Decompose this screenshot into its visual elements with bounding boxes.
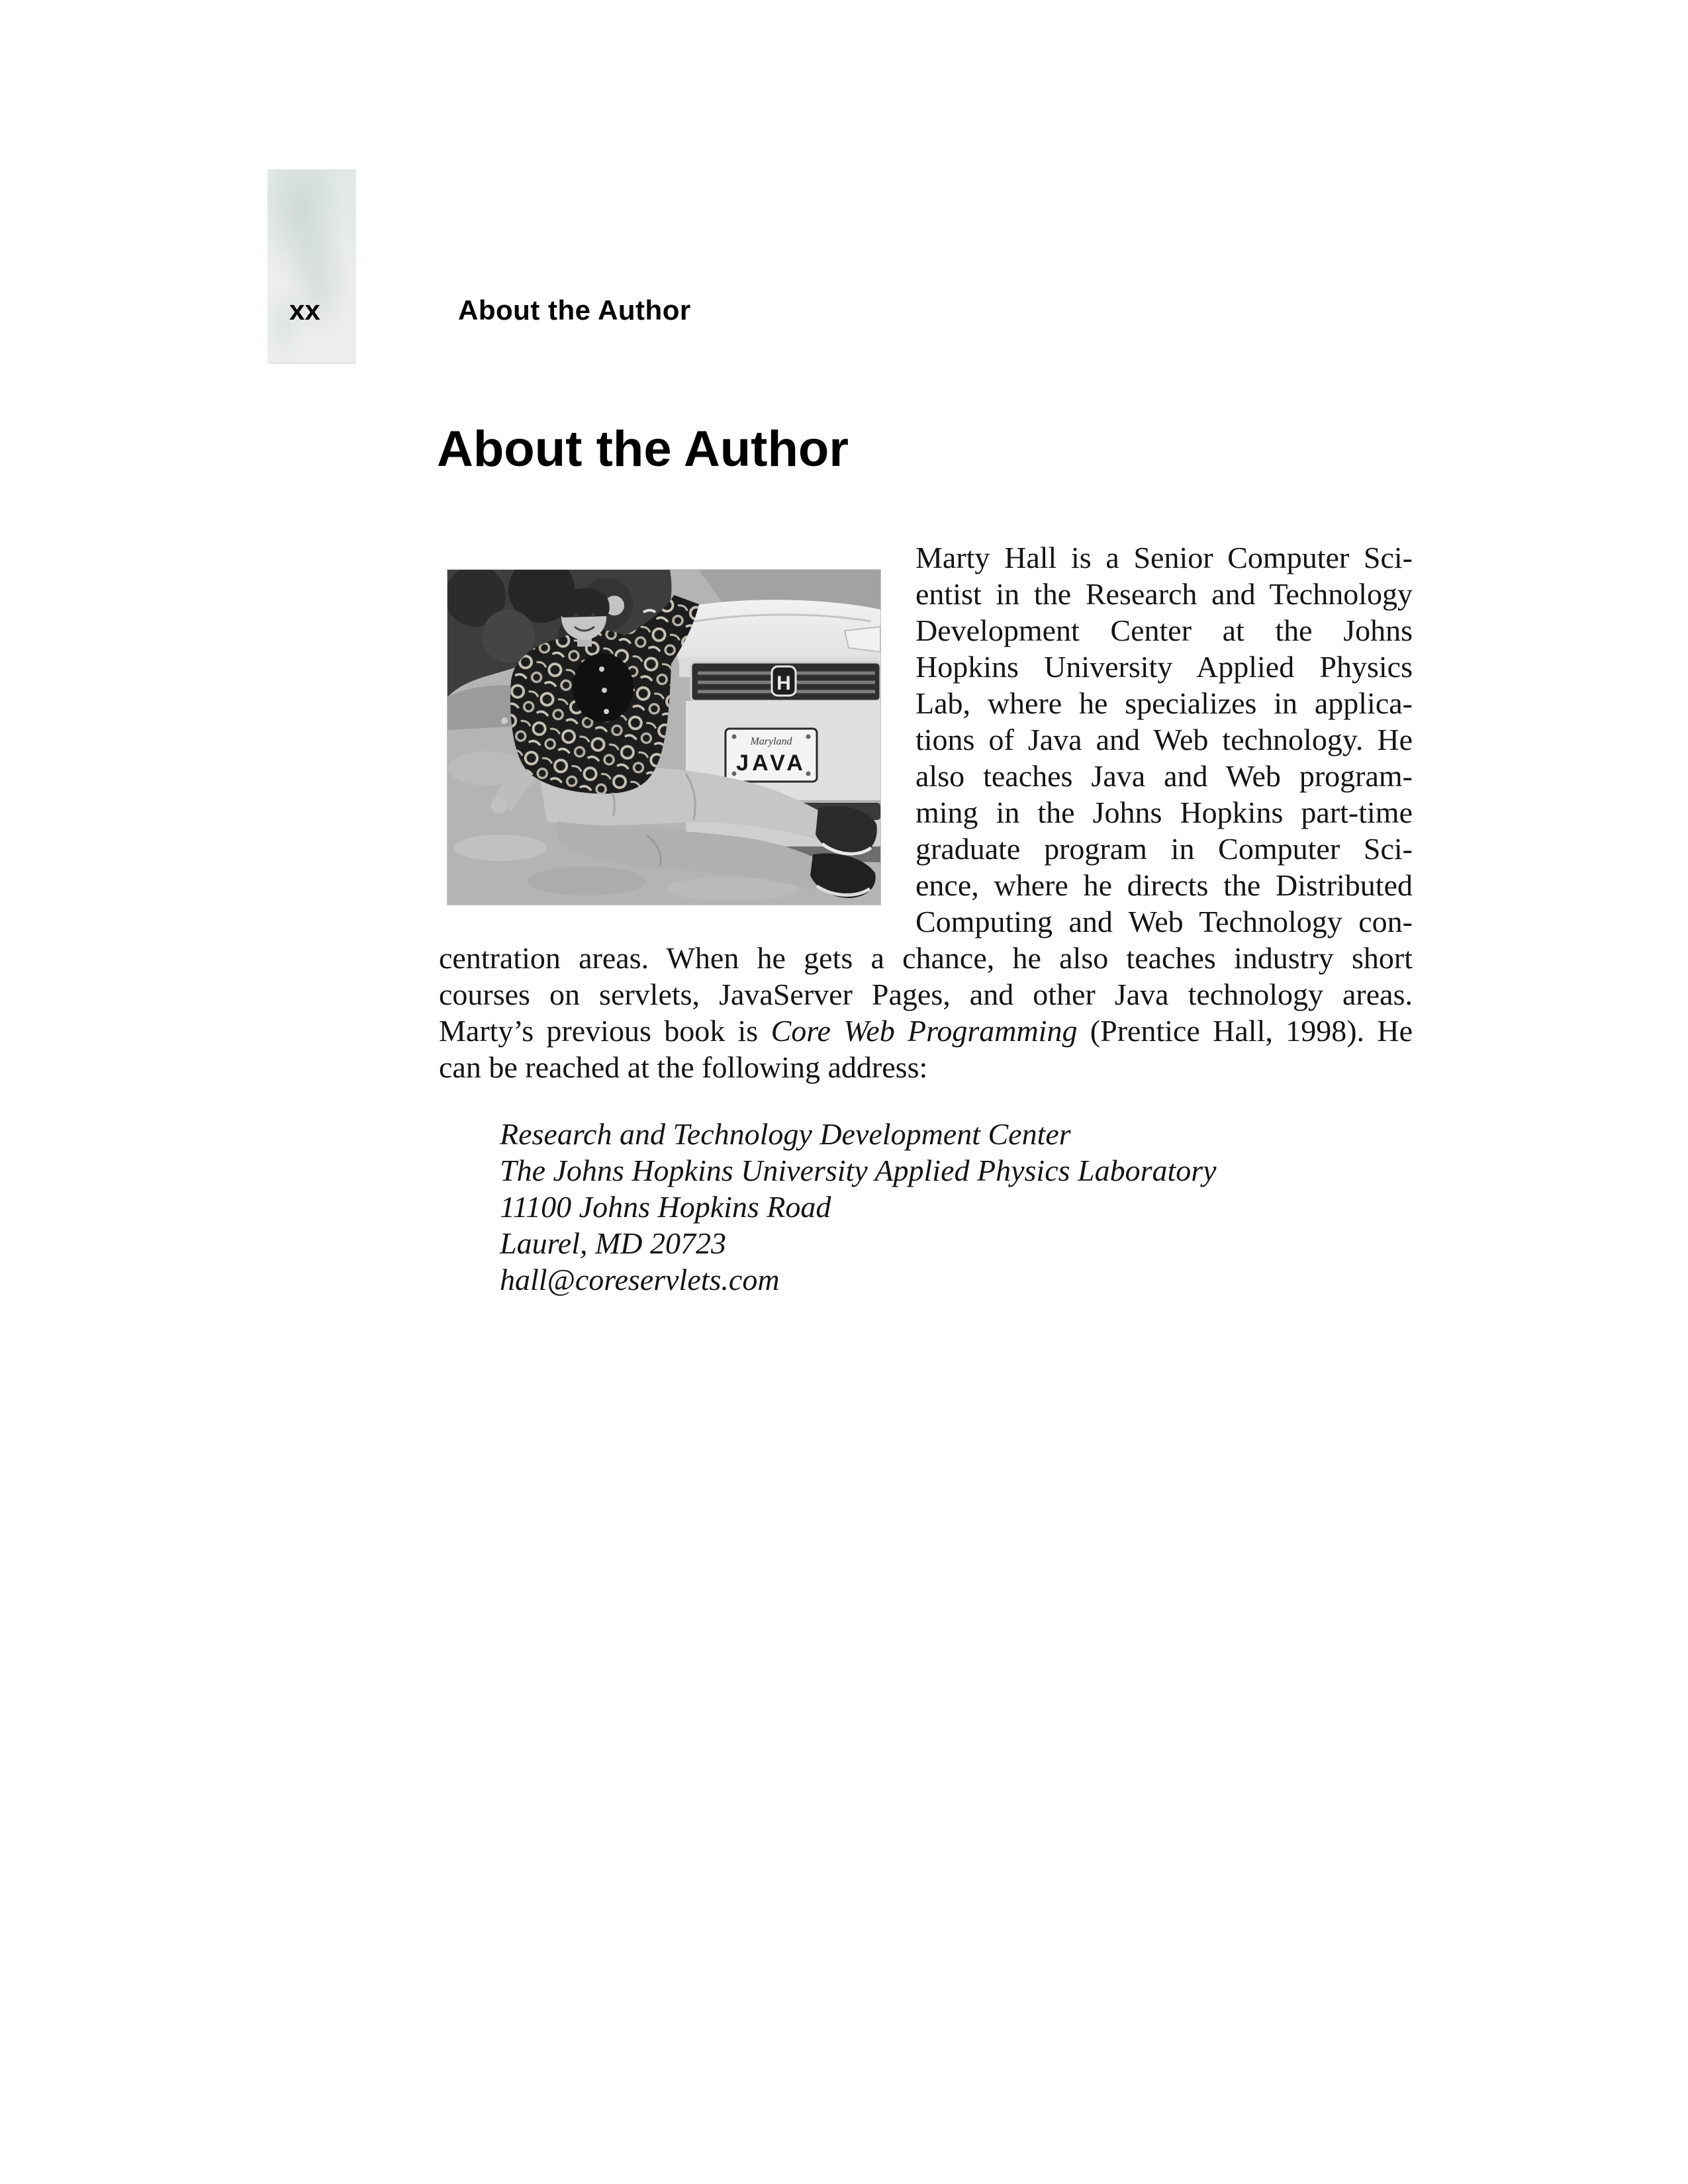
body-text-line: can be reached at the following address:	[439, 1050, 928, 1084]
address-line: Laurel, MD 20723	[500, 1226, 727, 1260]
body-text-line: tions of Java and Web technology. He	[915, 723, 1413, 756]
body-text-line-with-book-title	[439, 1013, 1413, 1049]
plate-state-label: Maryland	[750, 736, 792, 747]
body-text-line: graduate program in Computer Sci-	[915, 832, 1413, 866]
body-text-line: centration areas. When he gets a chance, he also teaches industry short	[439, 941, 1413, 975]
address-line: 11100 Johns Hopkins Road	[500, 1190, 831, 1224]
book-line-before: Marty’s previous book is	[439, 1014, 771, 1048]
page-number: xx	[289, 295, 320, 326]
body-text-line: ming in the Johns Hopkins part-time	[915, 796, 1413, 829]
honda-badge-letter: H	[776, 672, 791, 694]
address-line: Research and Technology Development Center	[500, 1117, 1071, 1151]
body-text-line: entist in the Research and Technology	[915, 577, 1413, 611]
corner-marble-strip	[267, 169, 356, 364]
running-header: About the Author	[458, 295, 691, 326]
body-text-line: Marty Hall is a Senior Computer Sci-	[915, 541, 1413, 574]
body-text-line: courses on servlets, JavaServer Pages, and other Java technology areas.	[439, 978, 1413, 1011]
book-line-after: (Prentice Hall, 1998). He	[1077, 1014, 1413, 1048]
body-text-line: Lab, where he specializes in applica-	[915, 686, 1413, 720]
book-title: Core Web Programming	[771, 1014, 1078, 1048]
body-text-line: ence, where he directs the Distributed	[915, 868, 1413, 902]
contact-address-block	[500, 1116, 1217, 1298]
page-title: About the Author	[437, 421, 849, 477]
body-text-line: Computing and Web Technology con-	[915, 905, 1413, 938]
address-line: hall@coreservlets.com	[500, 1263, 780, 1297]
address-line: The Johns Hopkins University Applied Physics Laboratory	[500, 1154, 1217, 1187]
body-text-line: Hopkins University Applied Physics	[915, 650, 1413, 684]
body-text-line: also teaches Java and Web program-	[915, 759, 1413, 793]
body-text-line: Development Center at the Johns	[915, 614, 1413, 647]
about-author-paragraph	[439, 539, 1413, 1085]
plate-text: JAVA	[736, 751, 806, 776]
